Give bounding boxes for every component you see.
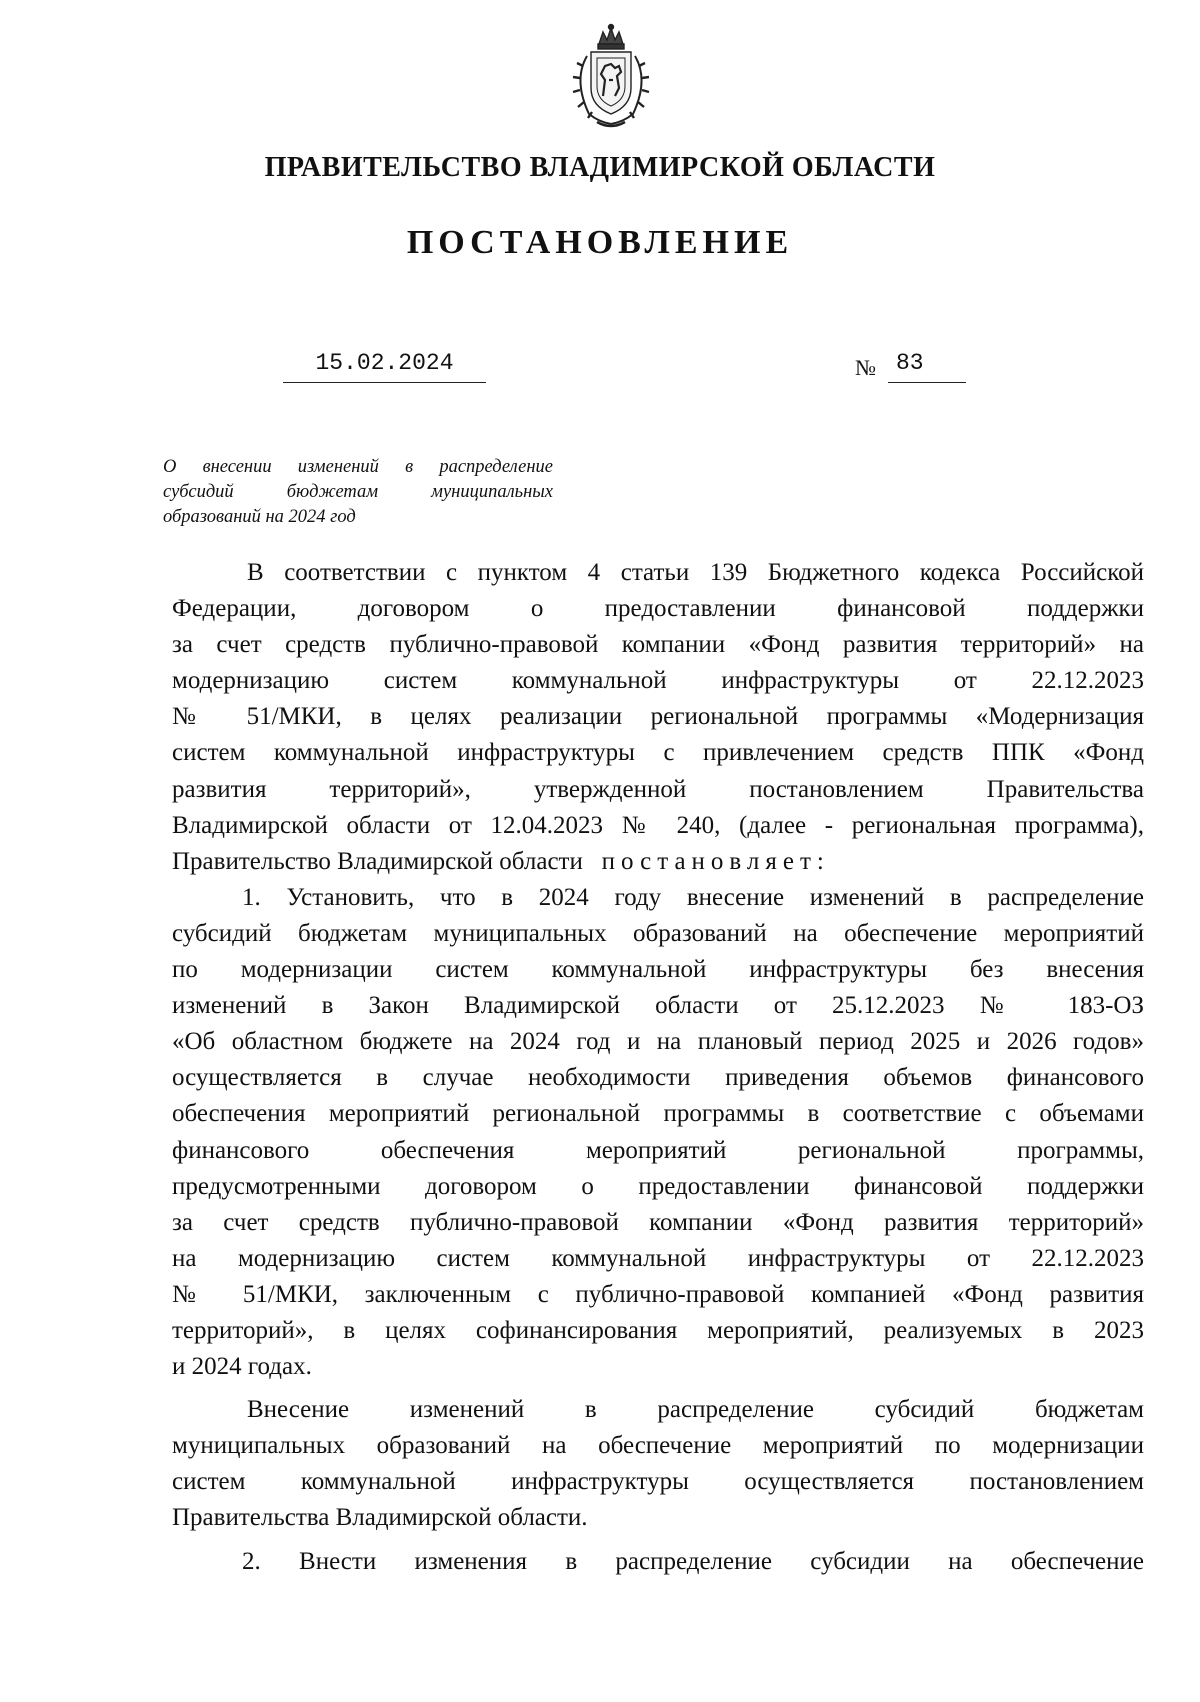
resolves-verb: постановляет: [601,847,830,875]
document-number: 83 [888,350,966,383]
document-body [172,555,1144,1580]
body-line: 1. Установить, что в 2024 году внесение изменений в распределение [242,883,1144,911]
body-line: № 51/МКИ, заключенным с публично-правовой компанией «Фонд развития [172,1280,1144,1308]
body-line: предусмотренными договором о предоставлении финансовой поддержки [172,1172,1144,1200]
body-line: и 2024 годах. [172,1353,312,1381]
body-line: В соответствии с пунктом 4 статьи 139 Бюджетного кодекса Российской [247,559,1144,586]
document-date: 15.02.2024 [283,350,486,383]
subject-line: образований на 2024 год [163,507,356,527]
body-line: за счет средств публично-правовой компании «Фонд развития территорий» [172,1208,1144,1236]
paragraph-gap [172,1537,1144,1544]
coat-of-arms-icon [563,22,659,130]
paragraph-gap [172,1385,1144,1392]
body-line: Федерации, договором о предоставлении финансовой поддержки [172,595,1144,623]
body-line: на модернизацию систем коммунальной инфраструктуры от 22.12.2023 [172,1244,1144,1272]
body-line: «Об областном бюджете на 2024 год и на плановый период 2025 и 2026 годов» [172,1028,1144,1056]
body-line [172,844,1144,880]
body-line: модернизацию систем коммунальной инфраструктуры от 22.12.2023 [172,667,1144,695]
body-line: финансового обеспечения мероприятий региональной программы, [172,1136,1144,1164]
document-type: ПОСТАНОВЛЕНИЕ [406,224,794,261]
body-line: 2. Внести изменения в распределение субсидии на обеспечение [242,1547,1144,1575]
body-line: субсидий бюджетам муниципальных образований на обеспечение мероприятий [172,919,1144,947]
body-line: Внесение изменений в распределение субсидий бюджетам [247,1396,1144,1424]
organization-title: ПРАВИТЕЛЬСТВО ВЛАДИМИРСКОЙ ОБЛАСТИ [264,152,936,183]
body-line: Владимирской области от 12.04.2023 № 240, (далее - региональная программа), [172,811,1144,839]
body-line: по модернизации систем коммунальной инфраструктуры без внесения [172,956,1144,984]
body-line: систем коммунальной инфраструктуры осуществляется постановлением [172,1468,1144,1496]
body-line: систем коммунальной инфраструктуры с привлечением средств ППК «Фонд [172,739,1144,767]
body-line: обеспечения мероприятий региональной программы в соответствие с объемами [172,1100,1144,1128]
body-line: № 51/МКИ, в целях реализации региональной программы «Модернизация [172,703,1144,731]
body-line: территорий», в целях софинансирования мероприятий, реализуемых в 2023 [172,1316,1144,1344]
body-line: муниципальных образований на обеспечение мероприятий по модернизации [172,1432,1144,1460]
body-line: за счет средств публично-правовой компании «Фонд развития территорий» на [172,631,1144,659]
document-subject [163,455,553,530]
body-line: развития территорий», утвержденной постановлением Правительства [172,775,1144,803]
government-name: Правительство Владимирской области [172,847,583,875]
number-label: № [855,355,876,380]
body-line: изменений в Закон Владимирской области от 25.12.2023 № 183-ОЗ [172,992,1144,1020]
body-line: Правительства Владимирской области. [172,1504,588,1532]
subject-line: О внесении изменений в распределение [163,457,553,477]
subject-line: субсидий бюджетам муниципальных [163,482,553,502]
body-line: осуществляется в случае необходимости приведения объемов финансового [172,1064,1144,1092]
